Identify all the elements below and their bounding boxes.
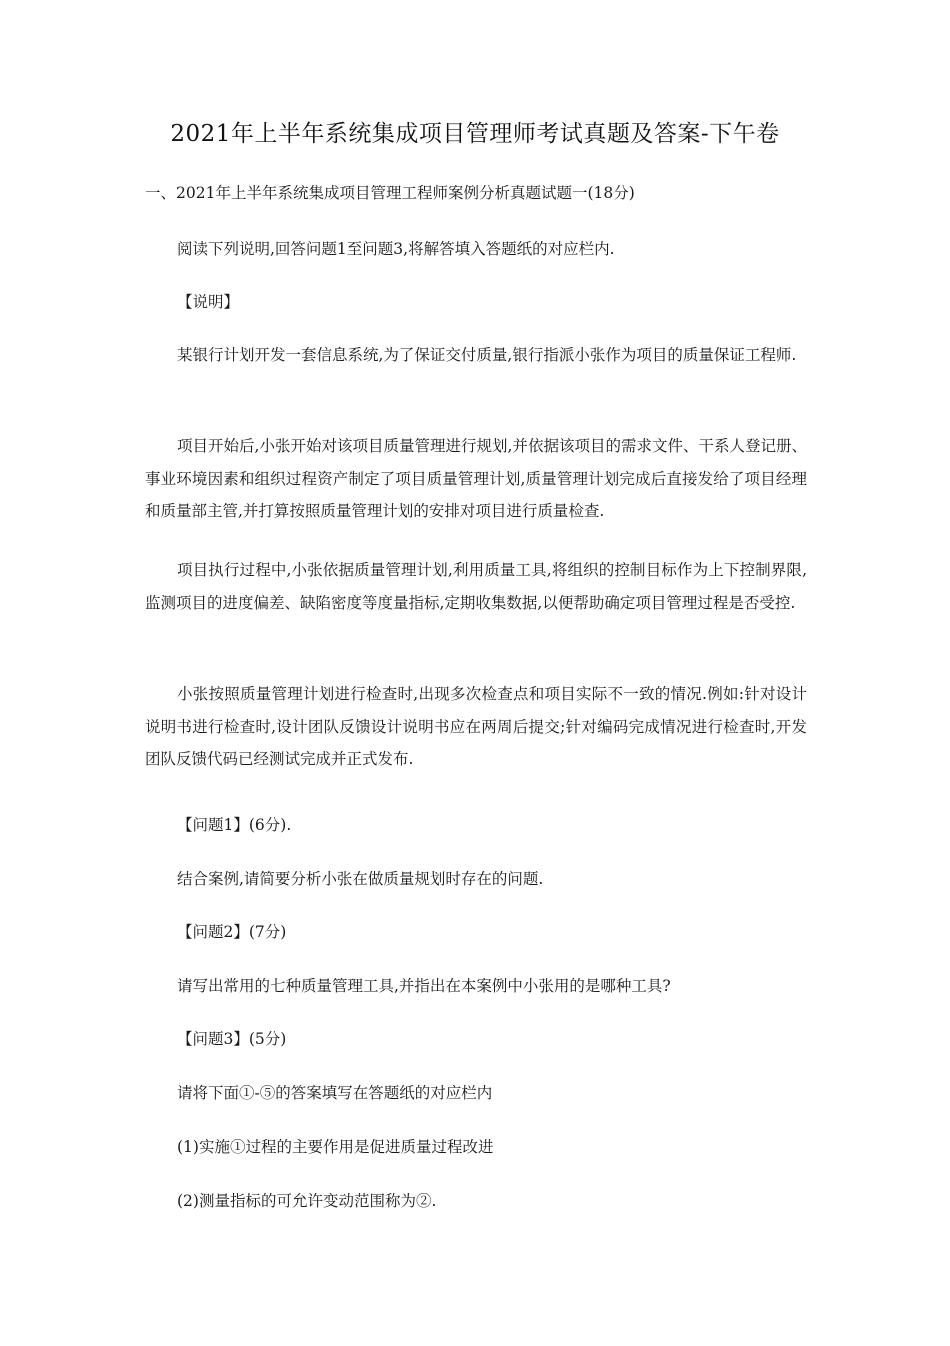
question-1-text: 结合案例,请简要分析小张在做质量规划时存在的问题.	[177, 870, 544, 888]
question-1-label: 【问题1】(6分).	[177, 816, 292, 834]
description-label: 【说明】	[177, 293, 240, 311]
question-3-label: 【问题3】(5分)	[177, 1030, 287, 1048]
section-heading: 一、2021年上半年系统集成项目管理工程师案例分析真题试题一(18分)	[145, 184, 635, 202]
paragraph-1: 某银行计划开发一套信息系统,为了保证交付质量,银行指派小张作为项目的质量保证工程师.	[177, 346, 797, 364]
fill-item-1: (1)实施①过程的主要作用是促进质量过程改进	[177, 1138, 494, 1156]
question-3-text: 请将下面①-⑤的答案填写在答题纸的对应栏内	[177, 1084, 493, 1102]
paragraph-4: 小张按照质量管理计划进行检查时,出现多次检查点和项目实际不一致的情况.例如:针对设计说明书进行检查时,设计团队反馈设计说明书应在两周后提交;针对编码完成情况进行检查时,开发团队反馈代码已经测试完成并正式发布.	[145, 685, 807, 768]
question-2-text: 请写出常用的七种质量管理工具,并指出在本案例中小张用的是哪种工具?	[177, 977, 671, 995]
page-title: 2021年上半年系统集成项目管理师考试真题及答案-下午卷	[170, 121, 780, 147]
question-2-label: 【问题2】(7分)	[177, 923, 287, 941]
instruction-text: 阅读下列说明,回答问题1至问题3,将解答填入答题纸的对应栏内.	[177, 240, 615, 258]
paragraph-2: 项目开始后,小张开始对该项目质量管理进行规划,并依据该项目的需求文件、干系人登记册、事业环境因素和组织过程资产制定了项目质量管理计划,质量管理计划完成后直接发给了项目经理和质量部主管,并打算按照质量管理计划的安排对项目进行质量检查.	[145, 437, 807, 520]
paragraph-3: 项目执行过程中,小张依据质量管理计划,利用质量工具,将组织的控制目标作为上下控制界限,监测项目的进度偏差、缺陷密度等度量指标,定期收集数据,以便帮助确定项目管理过程是否受控.	[145, 561, 807, 612]
fill-item-2: (2)测量指标的可允许变动范围称为②.	[177, 1192, 437, 1210]
